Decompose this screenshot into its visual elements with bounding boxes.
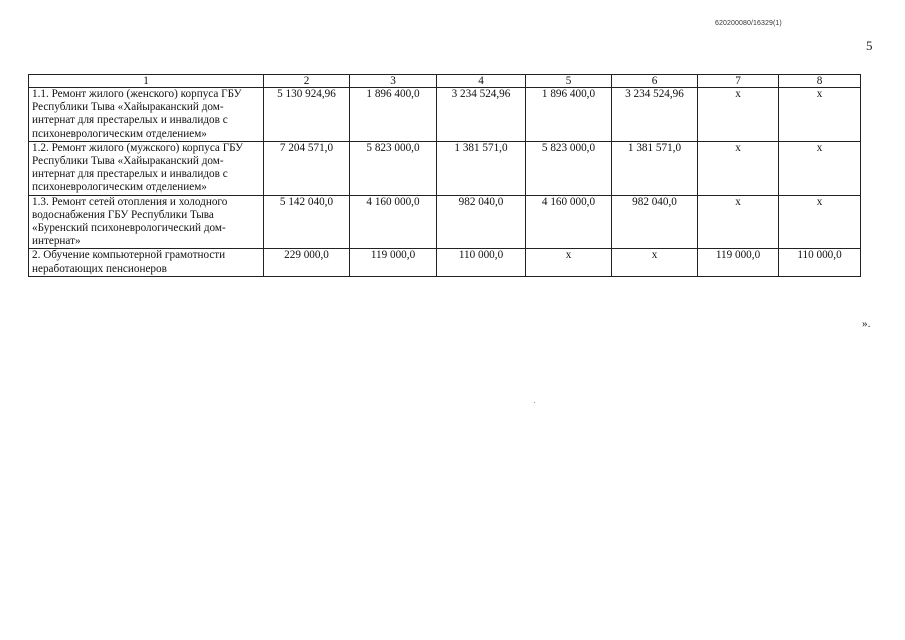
table-row bbox=[29, 88, 861, 142]
column-header: 2 bbox=[264, 75, 350, 88]
column-header: 4 bbox=[437, 75, 526, 88]
table-cell: х bbox=[698, 141, 779, 195]
table-cell: х bbox=[779, 141, 861, 195]
table-cell: 4 160 000,0 bbox=[526, 195, 612, 249]
table-cell: 110 000,0 bbox=[779, 249, 861, 276]
table-cell: 3 234 524,96 bbox=[437, 88, 526, 142]
table-cell: 5 823 000,0 bbox=[526, 141, 612, 195]
budget-table bbox=[28, 74, 861, 277]
table-cell: 1 896 400,0 bbox=[526, 88, 612, 142]
table-cell: 3 234 524,96 bbox=[612, 88, 698, 142]
table-cell: х bbox=[698, 195, 779, 249]
table-cell: 5 130 924,96 bbox=[264, 88, 350, 142]
table-row bbox=[29, 141, 861, 195]
table-cell: х bbox=[779, 195, 861, 249]
table-cell: 5 823 000,0 bbox=[350, 141, 437, 195]
table-cell: 110 000,0 bbox=[437, 249, 526, 276]
closing-quote-mark: ». bbox=[862, 318, 871, 330]
table-cell: 229 000,0 bbox=[264, 249, 350, 276]
table-cell: х bbox=[698, 88, 779, 142]
table-cell: 7 204 571,0 bbox=[264, 141, 350, 195]
page-number: 5 bbox=[866, 38, 873, 53]
table-cell: 5 142 040,0 bbox=[264, 195, 350, 249]
scan-artifact bbox=[534, 402, 535, 403]
table-header-row bbox=[29, 75, 861, 88]
table-cell: 1 381 571,0 bbox=[612, 141, 698, 195]
column-header: 3 bbox=[350, 75, 437, 88]
table-cell: 1 896 400,0 bbox=[350, 88, 437, 142]
row-description: 1.3. Ремонт сетей отопления и холодного водоснабжения ГБУ Республики Тыва «Буренский психоневрологический дом-интернат» bbox=[29, 195, 264, 249]
row-description: 2. Обучение компьютерной грамотности неработающих пенсионеров bbox=[29, 249, 264, 276]
row-description: 1.2. Ремонт жилого (мужского) корпуса ГБУ Республики Тыва «Хайыраканский дом-интернат для престарелых и инвалидов с психоневрологическим отделением» bbox=[29, 141, 264, 195]
table-row bbox=[29, 195, 861, 249]
document-id: 620200080/16329(1) bbox=[715, 20, 782, 27]
column-header: 8 bbox=[779, 75, 861, 88]
table-cell: 4 160 000,0 bbox=[350, 195, 437, 249]
column-header: 1 bbox=[29, 75, 264, 88]
table-cell: х bbox=[612, 249, 698, 276]
table-cell: 119 000,0 bbox=[350, 249, 437, 276]
table-cell: х bbox=[779, 88, 861, 142]
table-cell: 119 000,0 bbox=[698, 249, 779, 276]
table-cell: 982 040,0 bbox=[437, 195, 526, 249]
table-cell: 982 040,0 bbox=[612, 195, 698, 249]
table-cell: х bbox=[526, 249, 612, 276]
column-header: 6 bbox=[612, 75, 698, 88]
table-cell: 1 381 571,0 bbox=[437, 141, 526, 195]
table-row bbox=[29, 249, 861, 276]
row-description: 1.1. Ремонт жилого (женского) корпуса ГБУ Республики Тыва «Хайыраканский дом-интернат для престарелых и инвалидов с психоневрологическим отделением» bbox=[29, 88, 264, 142]
column-header: 7 bbox=[698, 75, 779, 88]
column-header: 5 bbox=[526, 75, 612, 88]
